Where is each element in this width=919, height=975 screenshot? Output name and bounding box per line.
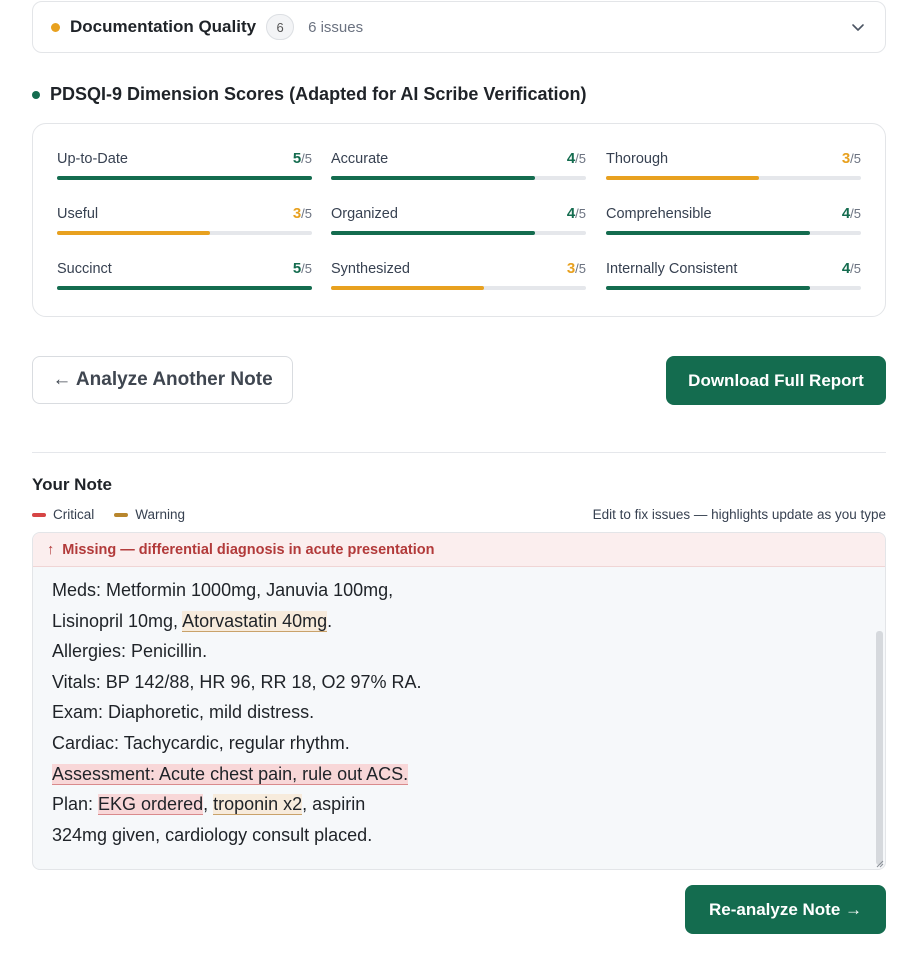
dimension-score-item — [331, 261, 586, 301]
score-value: 5 — [292, 150, 302, 167]
score-value: 3 — [841, 150, 851, 167]
critical-swatch — [32, 513, 46, 517]
score-bar-fill — [57, 231, 210, 235]
chevron-down-icon[interactable] — [851, 20, 865, 34]
score-bar-fill — [606, 176, 759, 180]
note-editor[interactable] — [32, 532, 886, 870]
resize-grip-icon[interactable] — [876, 860, 884, 868]
score-bar-track — [57, 286, 312, 290]
dimension-score — [567, 150, 586, 167]
note-text-segment: Exam: Diaphoretic, mild distress. — [52, 702, 315, 723]
critical-highlight: Assessment: Acute chest pain, rule out ACS. — [52, 763, 409, 784]
note-text-segment: Cardiac: Tachycardic, regular rhythm. — [52, 732, 350, 753]
note-line — [52, 728, 422, 759]
note-text-segment: . — [327, 610, 333, 631]
note-line — [52, 575, 422, 606]
score-bar-fill — [57, 176, 312, 180]
note-text-segment: 324mg given, cardiology consult placed. — [52, 824, 373, 845]
dimension-score-item — [606, 261, 861, 301]
status-dot — [51, 23, 60, 32]
reanalyze-note-button[interactable]: Re-analyze Note → — [685, 885, 886, 934]
note-line — [52, 606, 422, 637]
legend-critical — [32, 507, 94, 522]
note-text-segment: , — [203, 794, 214, 815]
dimension-score — [842, 260, 861, 277]
score-denominator: /5 — [301, 261, 312, 276]
documentation-quality-card[interactable] — [32, 1, 886, 53]
dimension-scores-card — [32, 123, 886, 317]
dimension-score — [567, 205, 586, 222]
dimension-score-item — [606, 206, 861, 246]
note-text-segment: Meds: Metformin 1000mg, Januvia 100mg, — [52, 580, 394, 600]
dimension-score — [567, 260, 586, 277]
score-bar-track — [331, 286, 586, 290]
score-bar-fill — [606, 231, 810, 235]
critical-highlight: EKG ordered — [98, 794, 204, 815]
score-denominator: /5 — [850, 261, 861, 276]
score-value: 3 — [566, 260, 576, 277]
note-line — [52, 697, 422, 728]
note-line — [52, 789, 422, 820]
dimension-score — [293, 150, 312, 167]
dimension-label: Up-to-Date — [57, 151, 128, 167]
dimension-label: Accurate — [331, 151, 389, 167]
dimension-label: Internally Consistent — [606, 261, 738, 277]
legend-warning-label: Warning — [135, 507, 186, 522]
dimension-label: Thorough — [606, 151, 669, 167]
legend-warning — [114, 507, 185, 522]
dimension-label: Comprehensible — [606, 206, 712, 222]
dimension-label: Organized — [331, 206, 398, 222]
score-bar-track — [57, 176, 312, 180]
dimension-label: Synthesized — [331, 261, 410, 277]
dimension-label: Succinct — [57, 261, 112, 277]
score-denominator: /5 — [850, 206, 861, 221]
download-full-report-button[interactable]: Download Full Report — [666, 356, 886, 405]
score-denominator: /5 — [575, 261, 586, 276]
score-denominator: /5 — [301, 151, 312, 166]
warning-highlight: troponin x2 — [213, 794, 303, 815]
score-bar-track — [331, 231, 586, 235]
note-text-segment: , aspirin — [302, 794, 366, 815]
note-line — [52, 820, 422, 851]
dimension-score — [842, 205, 861, 222]
score-bar-track — [606, 231, 861, 235]
missing-issue-banner — [33, 533, 885, 567]
issues-summary: 6 issues — [308, 18, 364, 36]
score-bar-fill — [331, 176, 535, 180]
dimension-score-item — [331, 151, 586, 191]
editor-scrollbar[interactable] — [876, 631, 883, 865]
score-value: 5 — [292, 260, 302, 277]
your-note-title: Your Note — [32, 475, 112, 494]
note-line — [52, 636, 422, 667]
note-text[interactable] — [52, 575, 422, 850]
dimension-scores-title: PDSQI-9 Dimension Scores (Adapted for AI Scribe Verification) — [50, 84, 587, 104]
score-value: 4 — [841, 260, 851, 277]
note-text-segment: Allergies: Penicillin. — [52, 641, 208, 662]
score-bar-fill — [331, 286, 484, 290]
note-text-segment: Lisinopril 10mg, — [52, 610, 183, 631]
score-value: 3 — [292, 205, 302, 222]
issue-count-badge: 6 — [266, 14, 294, 40]
note-line — [52, 759, 422, 790]
dimension-score-item — [57, 206, 312, 246]
score-value: 4 — [566, 150, 576, 167]
score-bar-fill — [331, 231, 535, 235]
legend-critical-label: Critical — [53, 507, 95, 522]
missing-issue-text: Missing — differential diagnosis in acute presentation — [62, 541, 435, 558]
edit-hint: Edit to fix issues — highlights update as you type — [592, 507, 886, 522]
score-denominator: /5 — [575, 206, 586, 221]
dimension-score — [293, 205, 312, 222]
note-line — [52, 667, 422, 698]
score-value: 4 — [566, 205, 576, 222]
score-bar-fill — [57, 286, 312, 290]
dimension-label: Useful — [57, 206, 99, 222]
dimension-score-item — [57, 151, 312, 191]
dimension-score — [842, 150, 861, 167]
score-denominator: /5 — [575, 151, 586, 166]
score-bar-track — [606, 176, 861, 180]
warning-swatch — [114, 513, 128, 517]
analyze-another-note-button[interactable]: ← Analyze Another Note — [32, 356, 293, 404]
note-text-segment: Plan: — [52, 794, 99, 815]
section-divider — [32, 452, 886, 453]
score-denominator: /5 — [301, 206, 312, 221]
dimension-score — [293, 260, 312, 277]
score-value: 4 — [841, 205, 851, 222]
warning-highlight: Atorvastatin 40mg — [182, 610, 328, 631]
note-text-segment: Vitals: BP 142/88, HR 96, RR 18, O2 97% RA. — [52, 671, 422, 692]
dimension-score-item — [606, 151, 861, 191]
heading-dot — [32, 91, 40, 99]
dimension-score-item — [331, 206, 586, 246]
score-bar-track — [57, 231, 312, 235]
score-denominator: /5 — [850, 151, 861, 166]
highlight-legend — [32, 507, 205, 522]
score-bar-track — [331, 176, 586, 180]
dimension-scores-heading — [32, 84, 586, 105]
arrow-up-icon: ↑ — [47, 541, 55, 558]
quality-title: Documentation Quality — [70, 17, 257, 36]
score-bar-fill — [606, 286, 810, 290]
dimension-score-item — [57, 261, 312, 301]
score-bar-track — [606, 286, 861, 290]
